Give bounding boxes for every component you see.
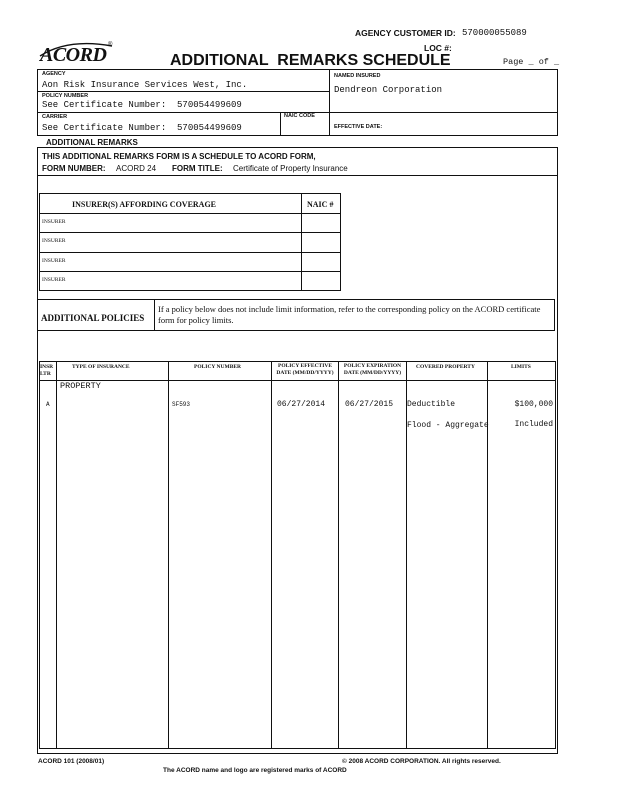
col-divider-covered — [487, 361, 488, 749]
additional-policies-divider — [154, 299, 155, 331]
limit-value: $100,000 — [514, 400, 553, 409]
col-header-limits: LIMITS — [511, 364, 531, 370]
col-divider-policy — [271, 361, 272, 749]
registered-mark-icon: ® — [108, 42, 113, 48]
carrier-value: See Certificate Number: 570054499609 — [42, 123, 242, 133]
policy-number-value: See Certificate Number: 570054499609 — [42, 100, 242, 110]
insurers-row-line-3 — [39, 271, 341, 272]
insurers-row-line-1 — [39, 232, 341, 233]
col-divider-ltr — [56, 361, 57, 749]
col-header-exp-date: POLICY EXPIRATION DATE (MM/DD/YYYY) — [343, 363, 402, 376]
insurers-naic-divider — [301, 193, 302, 291]
insurers-header-label: INSURER(S) AFFORDING COVERAGE — [72, 200, 217, 209]
agency-value: Aon Risk Insurance Services West, Inc. — [42, 80, 248, 90]
loc-label: LOC #: — [424, 43, 452, 53]
carrier-label: CARRIER — [42, 114, 68, 120]
insurer-row-label: INSURER — [42, 277, 66, 283]
additional-remarks-heading: ADDITIONAL REMARKS — [46, 138, 138, 147]
policy-eff-date-value: 06/27/2014 — [277, 400, 326, 409]
agency-customer-id-label: AGENCY CUSTOMER ID: — [355, 28, 456, 38]
policy-exp-date-value: 06/27/2015 — [345, 400, 394, 409]
agency-customer-id-value: 570000055089 — [462, 28, 527, 38]
form-number-value: ACORD 24 — [116, 164, 157, 173]
info-divider-vertical — [329, 69, 330, 136]
naic-code-label: NAIC CODE — [284, 113, 315, 119]
col-divider-type — [168, 361, 169, 749]
footer-copyright: © 2008 ACORD CORPORATION. All rights reserved. — [342, 758, 501, 765]
policy-table — [39, 361, 556, 749]
page-number: Page _ of _ — [503, 57, 560, 67]
acord-logo-text: ACORD — [40, 44, 107, 66]
insr-ltr-value: A — [46, 401, 50, 408]
insurers-row-line-0 — [39, 213, 341, 214]
insurers-row-line-2 — [39, 252, 341, 253]
col-header-insr-ltr: INSR LTR — [40, 364, 54, 377]
remarks-header-divider — [37, 175, 558, 176]
col-header-covered-property: COVERED PROPERTY — [416, 364, 475, 370]
insurer-row-label: INSURER — [42, 219, 66, 225]
insurer-row-label: INSURER — [42, 258, 66, 264]
form-title-label: FORM TITLE: — [172, 164, 223, 173]
insurers-naic-label: NAIC # — [307, 200, 334, 209]
page-title: ADDITIONAL REMARKS SCHEDULE — [170, 52, 451, 69]
policy-table-header-line — [39, 380, 556, 381]
named-insured-label: NAMED INSURED — [334, 73, 381, 79]
effective-date-label: EFFECTIVE DATE: — [334, 124, 383, 130]
schedule-text: THIS ADDITIONAL REMARKS FORM IS A SCHEDULE TO ACORD FORM, — [42, 152, 316, 161]
covered-property-value: Flood - Aggregate — [407, 421, 489, 430]
col-header-type: TYPE OF INSURANCE — [72, 364, 130, 370]
policy-number-label: POLICY NUMBER — [42, 93, 89, 99]
type-of-insurance-value: PROPERTY — [60, 381, 101, 391]
col-divider-eff — [338, 361, 339, 749]
additional-policies-note: If a policy below does not include limit information, refer to the corresponding policy on the ACORD certificate form for policy limits. — [158, 304, 541, 325]
naic-divider — [280, 112, 281, 136]
insurer-row-label: INSURER — [42, 238, 66, 244]
policy-number-cell: SF593 — [172, 401, 191, 408]
named-insured-value: Dendreon Corporation — [334, 85, 443, 95]
form-title-value: Certificate of Property Insurance — [233, 164, 348, 173]
additional-policies-label: ADDITIONAL POLICIES — [41, 313, 145, 323]
covered-property-value: Deductible — [407, 400, 456, 409]
footer-trademark: The ACORD name and logo are registered marks of ACORD — [163, 767, 347, 774]
footer-form-id: ACORD 101 (2008/01) — [38, 758, 105, 765]
col-header-eff-date: POLICY EFFECTIVE DATE (MM/DD/YYYY) — [276, 363, 334, 376]
col-header-policy-number: POLICY NUMBER — [194, 364, 242, 370]
agency-label: AGENCY — [42, 71, 66, 77]
limit-value: Included — [514, 420, 553, 429]
info-divider-1 — [37, 91, 329, 92]
acord-logo — [38, 40, 118, 66]
form-number-label: FORM NUMBER: — [42, 164, 106, 173]
col-divider-exp — [406, 361, 407, 749]
